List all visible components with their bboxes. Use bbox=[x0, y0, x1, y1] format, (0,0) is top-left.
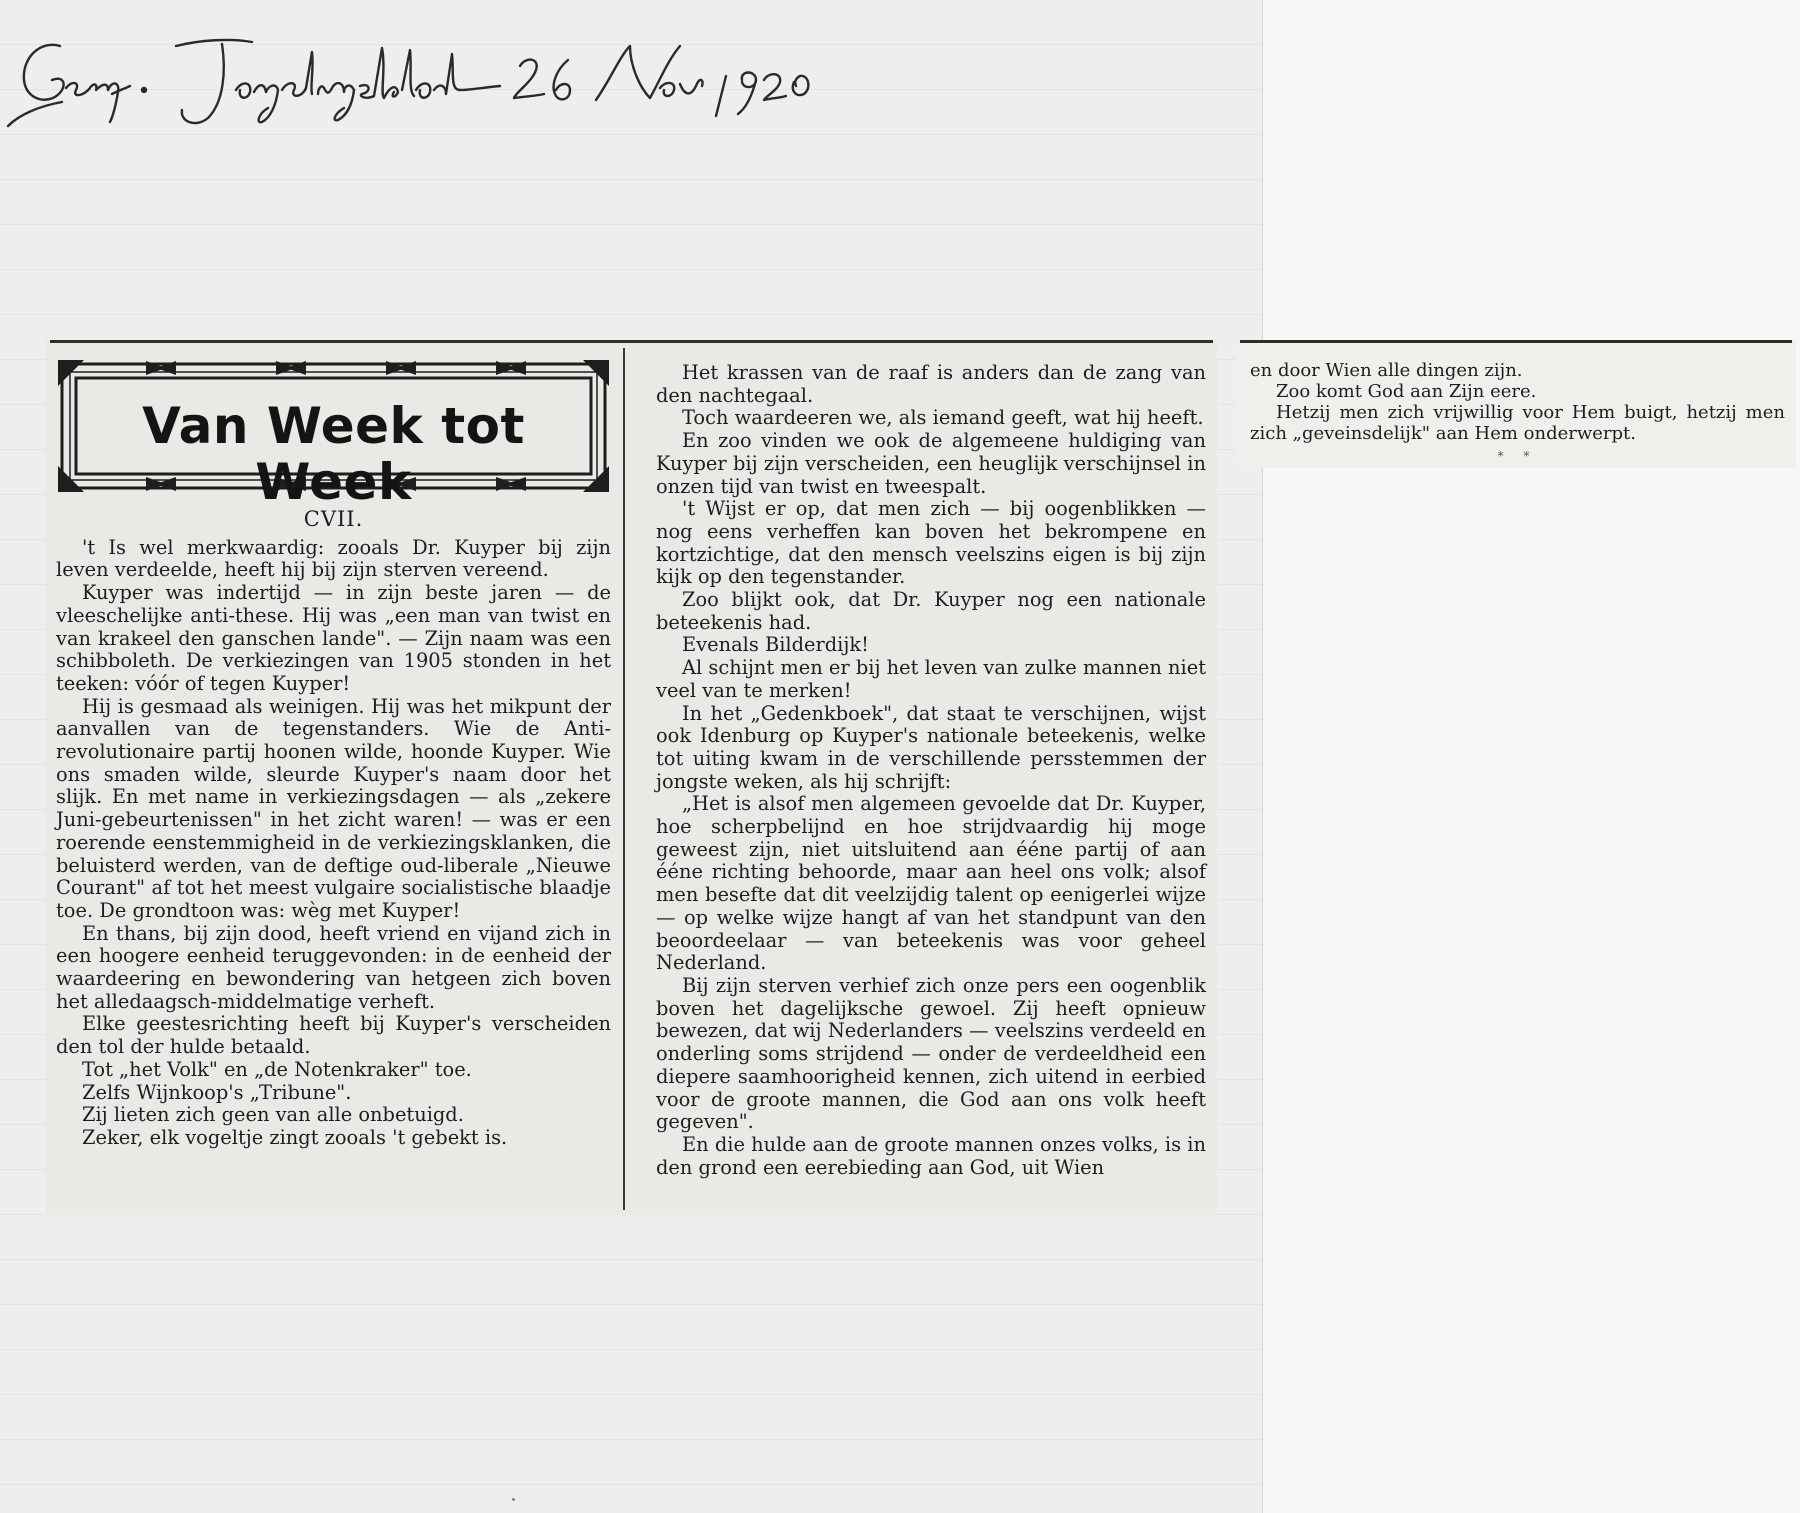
paragraph: en door Wien alle dingen zijn. bbox=[1250, 360, 1523, 381]
handwriting-signature-icon bbox=[0, 10, 1120, 130]
end-mark: * * bbox=[1497, 449, 1538, 463]
paragraph: Al schijnt men er bij het leven van zulke mannen niet veel van te merken! bbox=[656, 656, 1206, 702]
paragraph: Tot „het Volk" en „de Notenkraker" toe. bbox=[82, 1057, 472, 1081]
paragraph: En thans, bij zijn dood, heeft vriend en vijand zich in een hoogere eenheid teruggevonden: in de eenheid der waardeering en bewondering van hetgeen zich boven het alledaagsch-middelmatige verheft. bbox=[56, 921, 611, 1013]
newspaper-clipping-continuation bbox=[1236, 340, 1796, 468]
paragraph: En die hulde aan de groote mannen onzes volks, is in den grond een eerebieding aan God, uit Wien bbox=[656, 1132, 1206, 1179]
top-rule bbox=[1240, 340, 1792, 343]
paragraph: Kuyper was indertijd — in zijn beste jaren — de vleeschelijke anti-these. Hij was „een man van twist en van krakeel den ganschen lande". — Zijn naam was een schibboleth. De verkiezingen van 1905 stonden in het teeken: vóór of tegen Kuyper! bbox=[56, 581, 611, 695]
article-column-1 bbox=[56, 340, 611, 1150]
paragraph: Zoo komt God aan Zijn eere. bbox=[1276, 381, 1537, 402]
paragraph: Zeker, elk vogeltje zingt zooals 't gebekt is. bbox=[82, 1125, 508, 1149]
masthead-title: Van Week tot Week bbox=[142, 397, 525, 511]
paper-speck bbox=[512, 1498, 515, 1501]
paragraph: Elke geestesrichting heeft bij Kuyper's verscheiden den tol der hulde betaald. bbox=[56, 1012, 611, 1059]
paragraph: Evenals Bilderdijk! bbox=[682, 633, 869, 657]
paragraph: „Het is alsof men algemeen gevoelde dat Dr. Kuyper, hoe scherpbelijnd en hoe strijdvaardig hij moge geweest zijn, niet uitsluitend aan ééne partij of aan ééne richting behoorde, maar aan heel ons volk; alsof men besefte dat dit veelzijdig talent op eenigerlei wijze — op welke wijze hangt af van het standpunt van den beoordeelaar — van beteekenis was voor geheel Nederland. bbox=[656, 792, 1206, 975]
paragraph: Hij is gesmaad als weinigen. Hij was het mikpunt der aanvallen van de tegenstanders. Wie de Anti-revolutionaire partij hoonen wilde, hoonde Kuyper. Wie ons smaden wilde, sleurde Kuyper's naam door het slijk. En met name in verkiezingsdagen — als „zekere Juni-gebeurtenissen" in het zicht waren! — was er een roerende eenstemmigheid in de verkiezingsklanken, die beluisterd werden, van de deftige oud-liberale „Nieuwe Courant" af tot het meest vulgaire socialistische blaadje toe. De grondtoon was: wèg met Kuyper! bbox=[56, 694, 611, 922]
column-divider bbox=[623, 348, 625, 1210]
paragraph: Bij zijn sterven verhief zich onze pers een oogenblik boven het dagelijksche gewoel. Zij heeft opnieuw bewezen, dat wij Nederlanders — veelszins verdeeld en onderling soms strijdend — onder de verdeeldheid een diepere saamhoorigheid kennen, zich uitend in eerbied voor de groote mannen, die God aan ons volk heeft gegeven". bbox=[656, 973, 1206, 1134]
article-column-2 bbox=[656, 362, 1206, 1179]
paragraph: Hetzij men zich vrijwillig voor Hem buigt, hetzij men zich „geveinsdelijk" aan Hem onderwerpt. bbox=[1250, 402, 1785, 444]
paragraph: 't Wijst er op, dat men zich — bij oogenblikken — nog eens verheffen kan boven het bekrompene en kortzichtige, dat den mensch veelszins eigen is bij zijn kijk op den tegenstander. bbox=[656, 497, 1206, 589]
section-number: CVII. bbox=[303, 507, 364, 531]
paragraph: En zoo vinden we ook de algemeene huldiging van Kuyper bij zijn verscheiden, een heuglijk verschijnsel in onzen tijd van twist en tweespalt. bbox=[656, 429, 1206, 498]
paragraph: 't Is wel merkwaardig: zooals Dr. Kuyper bij zijn leven verdeelde, heeft hij bij zijn sterven vereend. bbox=[56, 535, 611, 582]
paragraph: In het „Gedenkboek", dat staat te verschijnen, wijst ook Idenburg op Kuyper's nationale beteekenis, welke tot uiting kwam in de verschillende persstemmen der jongste weken, als hij schrijft: bbox=[656, 701, 1206, 793]
newspaper-clipping bbox=[46, 340, 1217, 1215]
handwritten-annotation bbox=[0, 10, 1120, 130]
paragraph: Toch waardeeren we, als iemand geeft, wat hij heeft. bbox=[682, 406, 1204, 430]
masthead-box bbox=[56, 358, 611, 511]
paragraph: Zij lieten zich geen van alle onbetuigd. bbox=[82, 1103, 464, 1127]
paragraph: Zelfs Wijnkoop's „Tribune". bbox=[82, 1080, 352, 1104]
article-column-3 bbox=[1250, 360, 1785, 467]
paragraph: Het krassen van de raaf is anders dan de zang van den nachtegaal. bbox=[656, 361, 1206, 407]
paragraph: Zoo blijkt ook, dat Dr. Kuyper nog een nationale beteekenis had. bbox=[656, 588, 1206, 634]
blank-page bbox=[1262, 0, 1800, 1513]
